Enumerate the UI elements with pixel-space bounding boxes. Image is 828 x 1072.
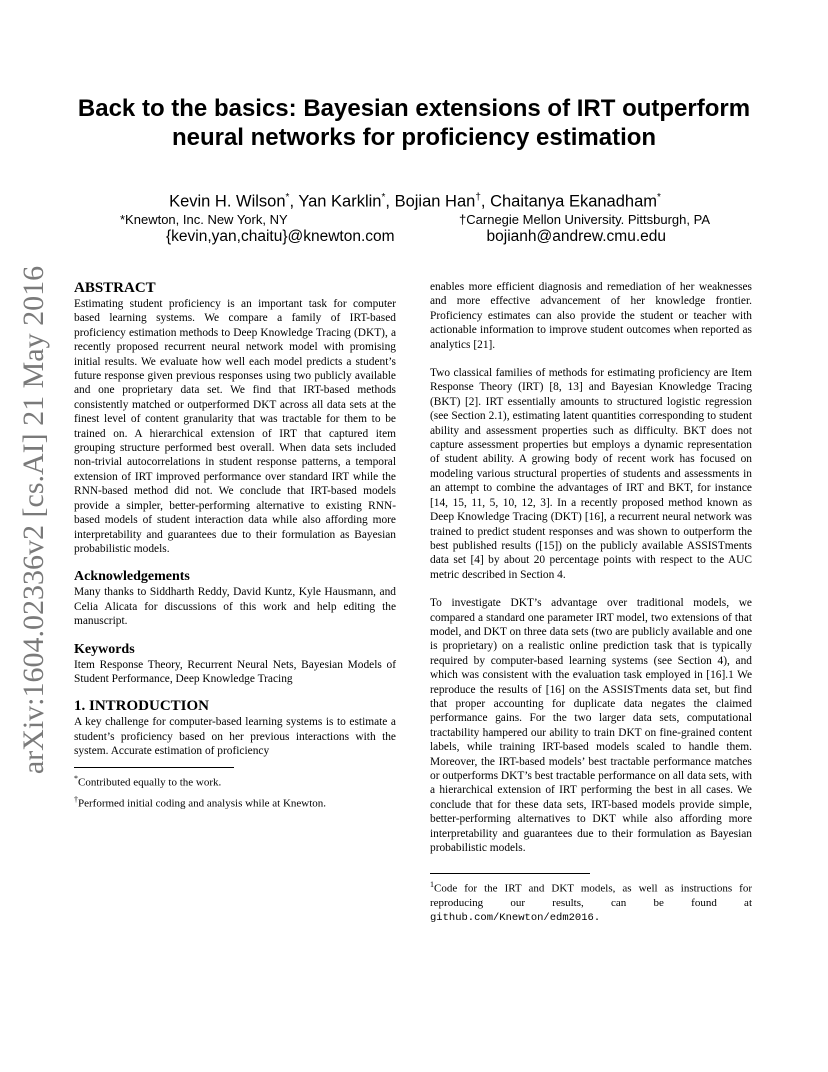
author-name: Bojian Han [394,192,476,211]
acknowledgements-heading: Acknowledgements [74,569,190,585]
intro-paragraph-3: To investigate DKT’s advantage over traditional models, we compared a standard one parameter IRT model, two extensions of that model, and DKT on three data sets (two are publicly available and one is proprietary) on a realistic online prediction task that is typically required by computer-based learning systems (see Section 4), and which was consistent with the evaluation task employed in [16].1 We reproduce the results of [16] on the ASSISTments data set, but find that proper accounting for duplicate data negates the claimed performance gains. For the two larger data sets, computational tractability hampered our ability to train DKT on fine-grained content labels, while training IRT-based models scaled to handle them. Moreover, the IRT-based models’ best tractable performance matches or outperforms DKT’s best tractable performance on all data sets, with a hierarchical extension of IRT performing the best in all cases. We conclude that for these data sets, IRT-based models provide simple, better-performing alternatives to DKT while also affording more interpretability and guarantees due to their formulation as Bayesian probabilistic models. [430,597,752,855]
affiliation-mark: † [475,192,481,203]
affiliation-mark: * [285,192,290,203]
footnote-mark: * [74,773,78,783]
affiliation-knewton: *Knewton, Inc. New York, NY [120,212,288,227]
abstract-text: Estimating student proficiency is an important task for computer based learning systems. We compare a family of IRT-based proficiency estimation methods to Deep Knowledge Tracing (DKT), a recently proposed recurrent neural network model with promising initial results. We evaluate how well each model predicts a student’s future response given previous responses using two publicly available and one proprietary data set. We find that IRT-based methods consistently matched or outperformed DKT across all data sets at the finest level of content granularity that was tractable for them to be trained on. A hierarchical extension of IRT that captured item grouping structure performed best overall. When data sets included non-trivial autocorrelations in student response patterns, a temporal extension of IRT improved performance over standard IRT while the RNN-based method did not. We conclude that IRT-based models provide a simpler, better-performing alternative to existing RNN-based models of student interaction data while also affording more interpretability and guarantees due to their formulation as Bayesian probabilistic models. [74,298,396,555]
footnote-code [430,878,752,925]
footnote-divider [74,767,234,768]
email-cmu: bojianh@andrew.cmu.edu [486,228,666,245]
footnote-divider [430,873,590,874]
affiliations [120,212,710,227]
author-name: Kevin H. Wilson [169,192,286,211]
intro-paragraph-1: enables more efficient diagnosis and remediation of her weaknesses and more effective advancement of her knowledge frontier. Proficiency estimates can also provide the student or teacher with actionable information to improve student outcomes when reported as analytics [21]. [430,281,752,351]
footnote-performed [74,793,396,811]
author-name: Chaitanya Ekanadham [490,192,658,211]
paper-title: Back to the basics: Bayesian extensions of IRT outperform neural networks for proficiency estimation [77,95,751,151]
footnote-contributed [74,772,396,790]
author-list [80,192,750,212]
arxiv-identifier-stamp [14,265,54,775]
affiliation-cmu: †Carnegie Mellon University. Pittsburgh, PA [459,212,710,227]
footnote-text: Performed initial coding and analysis while at Knewton. [78,797,327,810]
author-emails [166,228,666,246]
left-column [74,280,396,811]
affiliation-mark: * [381,192,386,203]
footnote-mark: 1 [430,880,434,890]
author-separator: , [289,192,295,211]
intro-paragraph-2: Two classical families of methods for estimating proficiency are Item Response Theory (IRT) [8, 13] and Bayesian Knowledge Tracing (BKT) [2]. IRT essentially amounts to structured logistic regression (see Section 2.1), estimating latent quantities corresponding to student ability and assessment properties such as difficulty. BKT does not capture assessment properties but employs a dynamic representation of student ability. A growing body of recent work has focused on modeling various structural properties of students and assessments in an attempt to combine the advantages of IRT and BKT, for instance [14, 15, 11, 5, 10, 12, 3]. In a recently proposed method known as Deep Knowledge Tracing (DKT) [16], a recurrent neural network was trained to predict student responses and was shown to outperform the best published results ([15]) on the publicly available ASSISTments data set [4] by about 20 percentage points with respect to the AUC metric described in Section 4. [430,367,752,581]
code-url-link[interactable]: github.com/Knewton/edm2016. [430,912,601,925]
keywords-heading: Keywords [74,641,135,657]
introduction-text: A key challenge for computer-based learning systems is to estimate a student’s proficiency based on her previous interactions with the system. Accurate estimation of proficiency [74,716,396,758]
abstract-heading: ABSTRACT [74,280,156,296]
introduction-heading: 1. INTRODUCTION [74,698,210,715]
footnote-mark: † [74,795,78,805]
footnote-text: Contributed equally to the work. [78,776,222,789]
affiliation-mark: * [657,192,661,203]
right-column [430,280,752,925]
author-name: Yan Karklin [298,192,382,211]
footnote-text: Code for the IRT and DKT models, as well as instructions for reproducing our results, can be found at [430,883,752,910]
email-knewton: {kevin,yan,chaitu}@knewton.com [166,228,395,245]
acknowledgements-text: Many thanks to Siddharth Reddy, David Kuntz, Kyle Hausmann, and Celia Alicata for discussions of this work and help editing the manuscript. [74,586,396,628]
author-separator: , [480,192,486,211]
arxiv-id-text: arXiv:1604.02336v2 [cs.AI] 21 May 2016 [17,265,51,775]
keywords-text: Item Response Theory, Recurrent Neural Nets, Bayesian Models of Student Performance, Deep Knowledge Tracing [74,658,396,685]
author-separator: , [385,192,390,211]
